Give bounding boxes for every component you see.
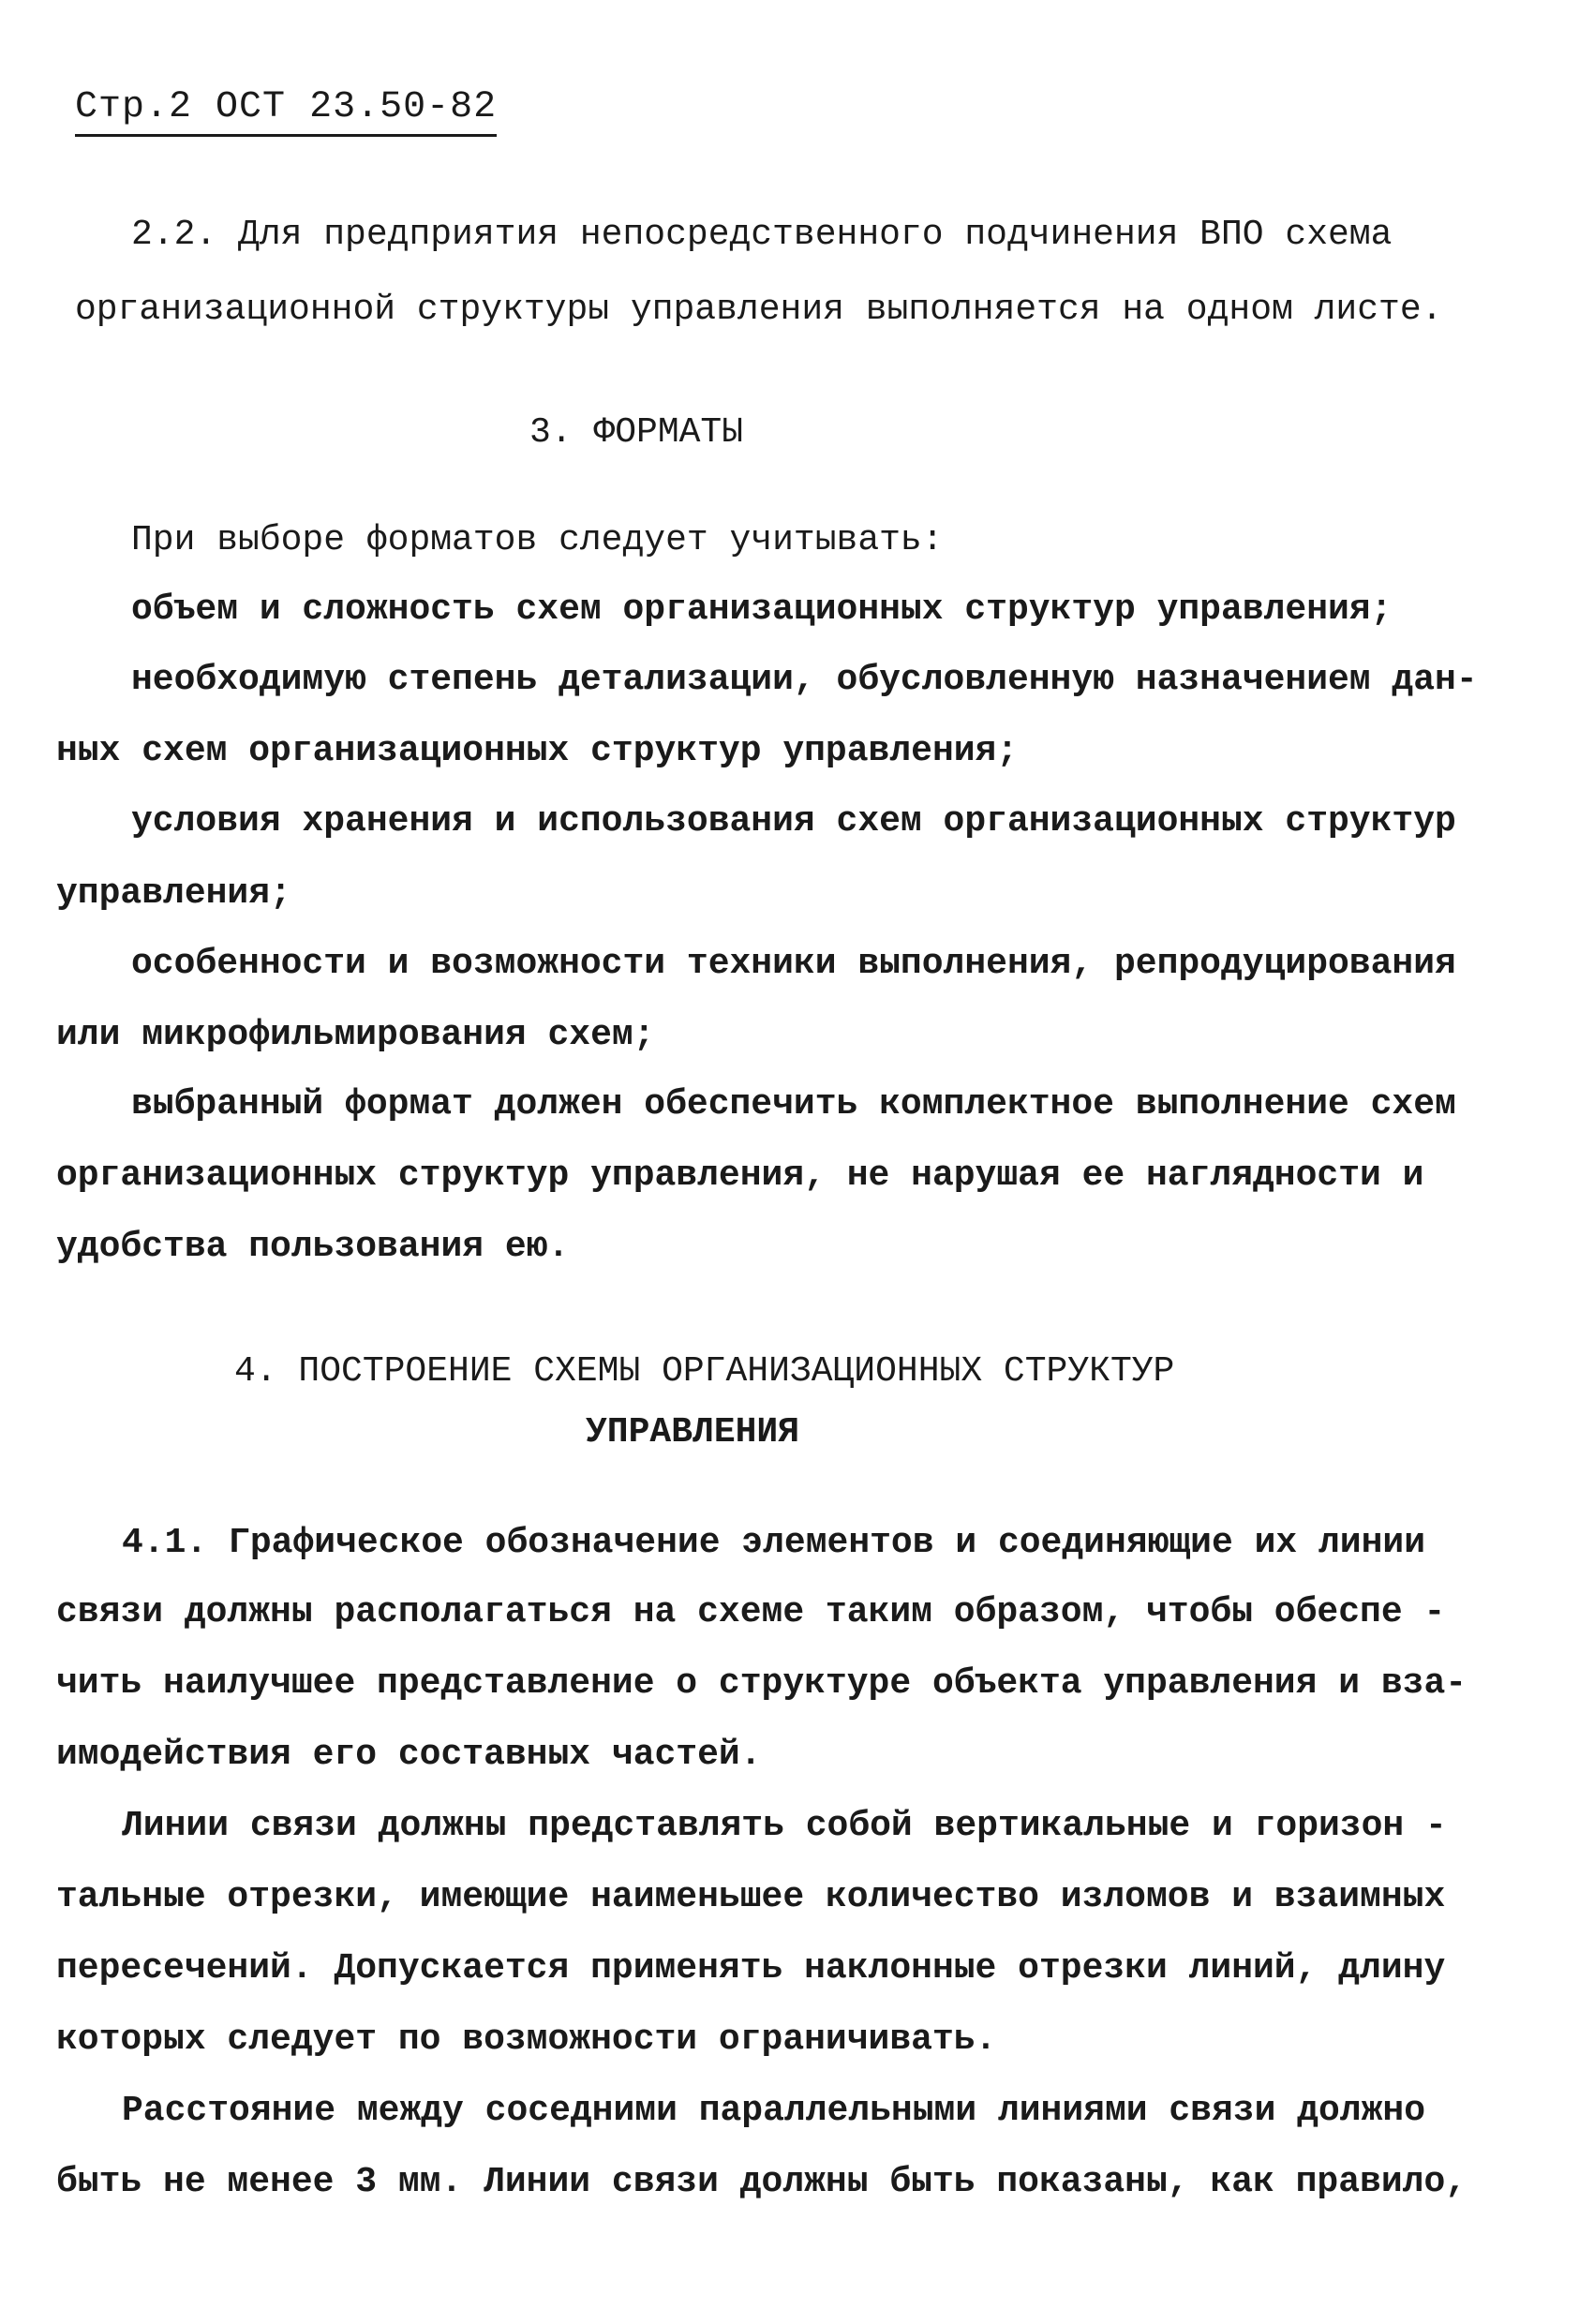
section-4-title-line-1: 4. ПОСТРОЕНИЕ СХЕМЫ ОРГАНИЗАЦИОННЫХ СТРУКТУР	[234, 1351, 1175, 1392]
page-number: Стр.2	[75, 86, 193, 128]
section-4-line: связи должны располагаться на схеме таким образом, чтобы обеспе -	[56, 1592, 1446, 1632]
section-4-line: быть не менее 3 мм. Линии связи должны быть показаны, как правило,	[56, 2162, 1467, 2202]
section-4-line: Линии связи должны представлять собой вертикальные и горизон -	[122, 1806, 1447, 1846]
section-4-line: Расстояние между соседними параллельными линиями связи должно	[122, 2091, 1426, 2131]
section-4-line: чить наилучшее представление о структуре объекта управления и вза-	[56, 1663, 1467, 1704]
standard-code: ОСТ 23.50-82	[216, 86, 498, 128]
section-4-title-line-2: УПРАВЛЕНИЯ	[586, 1412, 800, 1452]
section-3-title: 3. ФОРМАТЫ	[529, 412, 744, 453]
paragraph-2-2-line-2: организационной структуры управления выполняется на одном листе.	[75, 290, 1443, 330]
section-3-line: или микрофильмирования схем;	[56, 1015, 655, 1055]
page-header	[75, 86, 497, 137]
section-3-line: удобства пользования ею.	[56, 1227, 570, 1267]
section-4-line: пересечений. Допускается применять наклонные отрезки линий, длину	[56, 1948, 1446, 1989]
paragraph-2-2-line-1: 2.2. Для предприятия непосредственного подчинения ВПО схема	[131, 215, 1393, 255]
section-4-line: имодействия его составных частей.	[56, 1735, 762, 1775]
section-3-line: организационных структур управления, не нарушая ее наглядности и	[56, 1155, 1424, 1196]
section-3-line: необходимую степень детализации, обусловленную назначением дан-	[131, 660, 1478, 700]
section-4-line: которых следует по возможности ограничивать.	[56, 2019, 997, 2060]
section-3-line: управления;	[56, 873, 291, 914]
section-3-line: ных схем организационных структур управления;	[56, 731, 1019, 771]
section-3-line: особенности и возможности техники выполнения, репродуцирования	[131, 944, 1456, 984]
section-3-line: условия хранения и использования схем организационных структур	[131, 801, 1456, 842]
section-3-line: При выборе форматов следует учитывать:	[131, 520, 944, 560]
section-4-line: 4.1. Графическое обозначение элементов и соединяющие их линии	[122, 1523, 1426, 1563]
section-4-line: тальные отрезки, имеющие наименьшее количество изломов и взаимных	[56, 1877, 1446, 1917]
section-3-line: выбранный формат должен обеспечить комплектное выполнение схем	[131, 1084, 1456, 1125]
section-3-line: объем и сложность схем организационных структур управления;	[131, 589, 1393, 630]
